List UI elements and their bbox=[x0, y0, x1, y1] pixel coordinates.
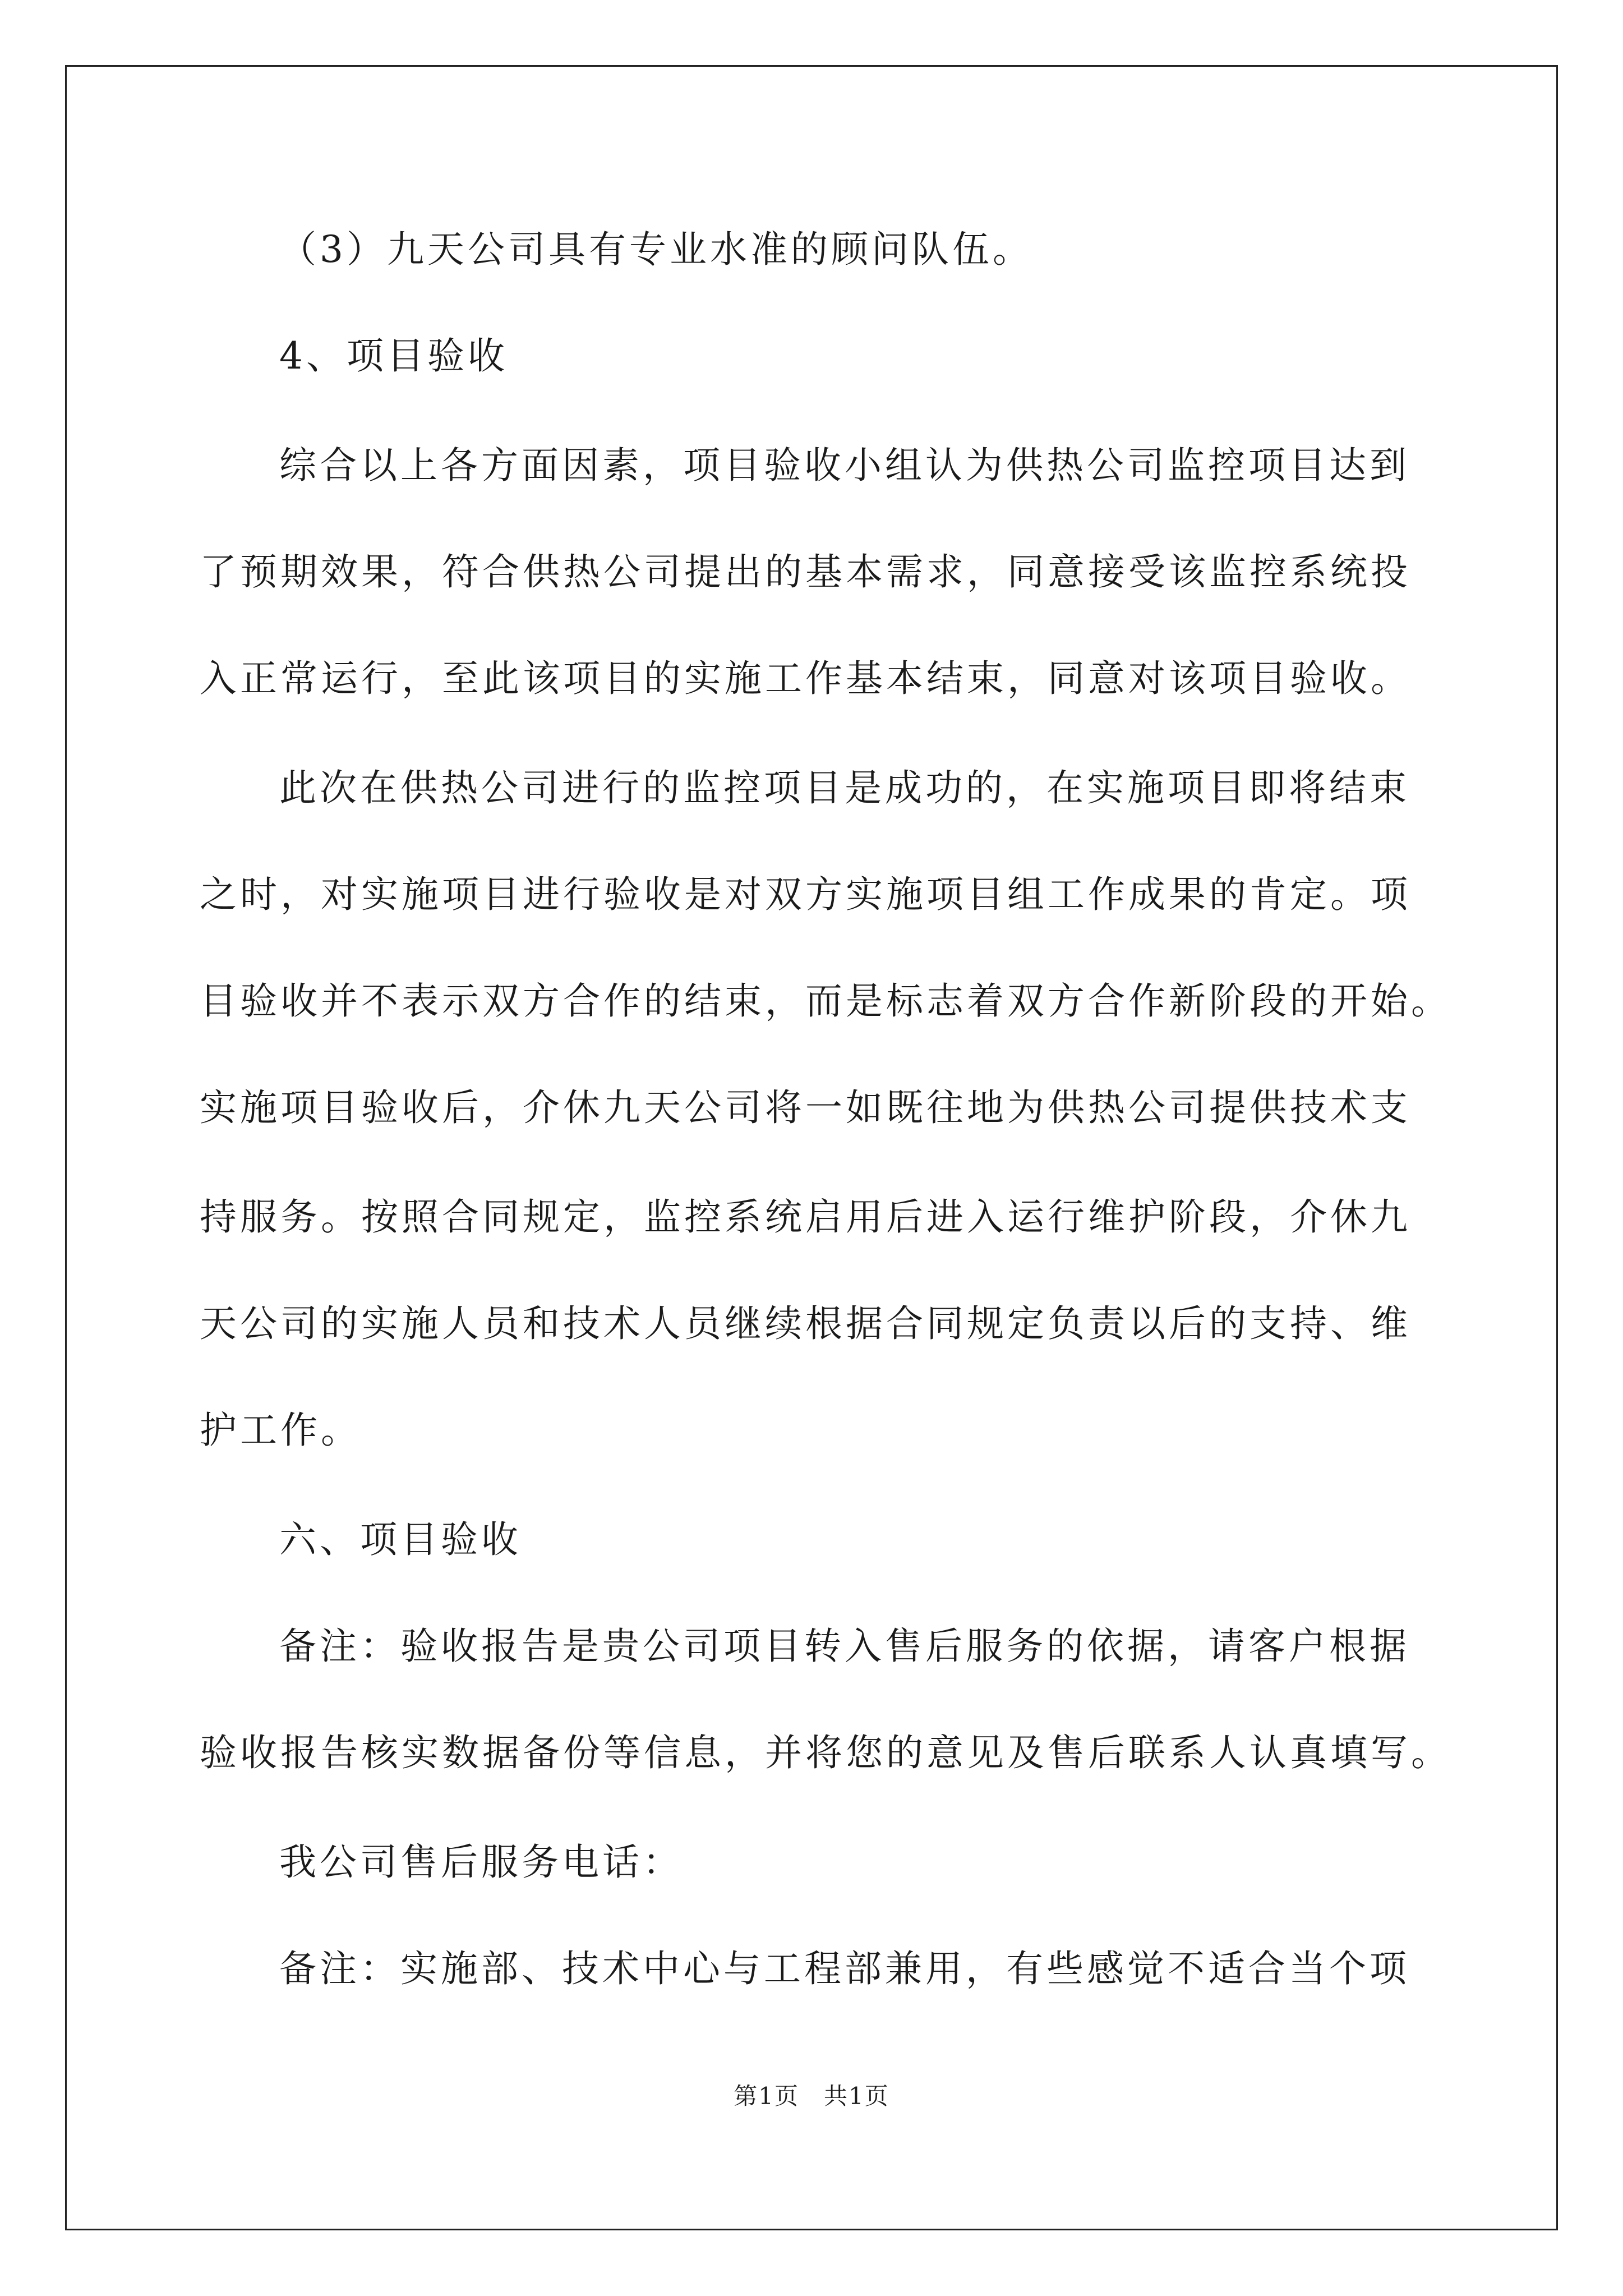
paragraph-line: 持服务。按照合同规定，监控系统启用后进入运行维护阶段，介休九 bbox=[200, 1195, 1411, 1239]
section-heading: 4、项目验收 bbox=[279, 334, 508, 378]
paragraph-line: 备注：验收报告是贵公司项目转入售后服务的依据，请客户根据 bbox=[279, 1625, 1410, 1668]
paragraph-line: 目验收并不表示双方合作的结束，而是标志着双方合作新阶段的开始。 bbox=[200, 979, 1451, 1023]
paragraph-line: 综合以上各方面因素，项目验收小组认为供热公司监控项目达到 bbox=[279, 444, 1410, 487]
paragraph-line: 实施项目验收后，介休九天公司将一如既往地为供热公司提供技术支 bbox=[200, 1086, 1411, 1129]
page-border bbox=[65, 65, 1558, 2230]
paragraph-line: 此次在供热公司进行的监控项目是成功的，在实施项目即将结束 bbox=[279, 766, 1410, 809]
paragraph-line: 入正常运行，至此该项目的实施工作基本结束，同意对该项目验收。 bbox=[200, 657, 1411, 700]
paragraph-line: （3）九天公司具有专业水准的顾问队伍。 bbox=[279, 228, 1033, 271]
paragraph-line: 之时，对实施项目进行验收是对双方实施项目组工作成果的肯定。项 bbox=[200, 873, 1411, 916]
paragraph-line: 了预期效果，符合供热公司提出的基本需求，同意接受该监控系统投 bbox=[200, 550, 1411, 593]
paragraph-line: 护工作。 bbox=[200, 1409, 361, 1452]
paragraph-line: 我公司售后服务电话： bbox=[279, 1841, 683, 1884]
paragraph-line: 天公司的实施人员和技术人员继续根据合同规定负责以后的支持、维 bbox=[200, 1302, 1411, 1345]
section-heading: 六、项目验收 bbox=[279, 1518, 522, 1561]
paragraph-line: 验收报告核实数据备份等信息，并将您的意见及售后联系人认真填写。 bbox=[200, 1731, 1451, 1774]
page-number-footer: 第1页 共1页 bbox=[734, 2082, 889, 2110]
paragraph-line: 备注：实施部、技术中心与工程部兼用，有些感觉不适合当个项 bbox=[279, 1947, 1410, 1990]
